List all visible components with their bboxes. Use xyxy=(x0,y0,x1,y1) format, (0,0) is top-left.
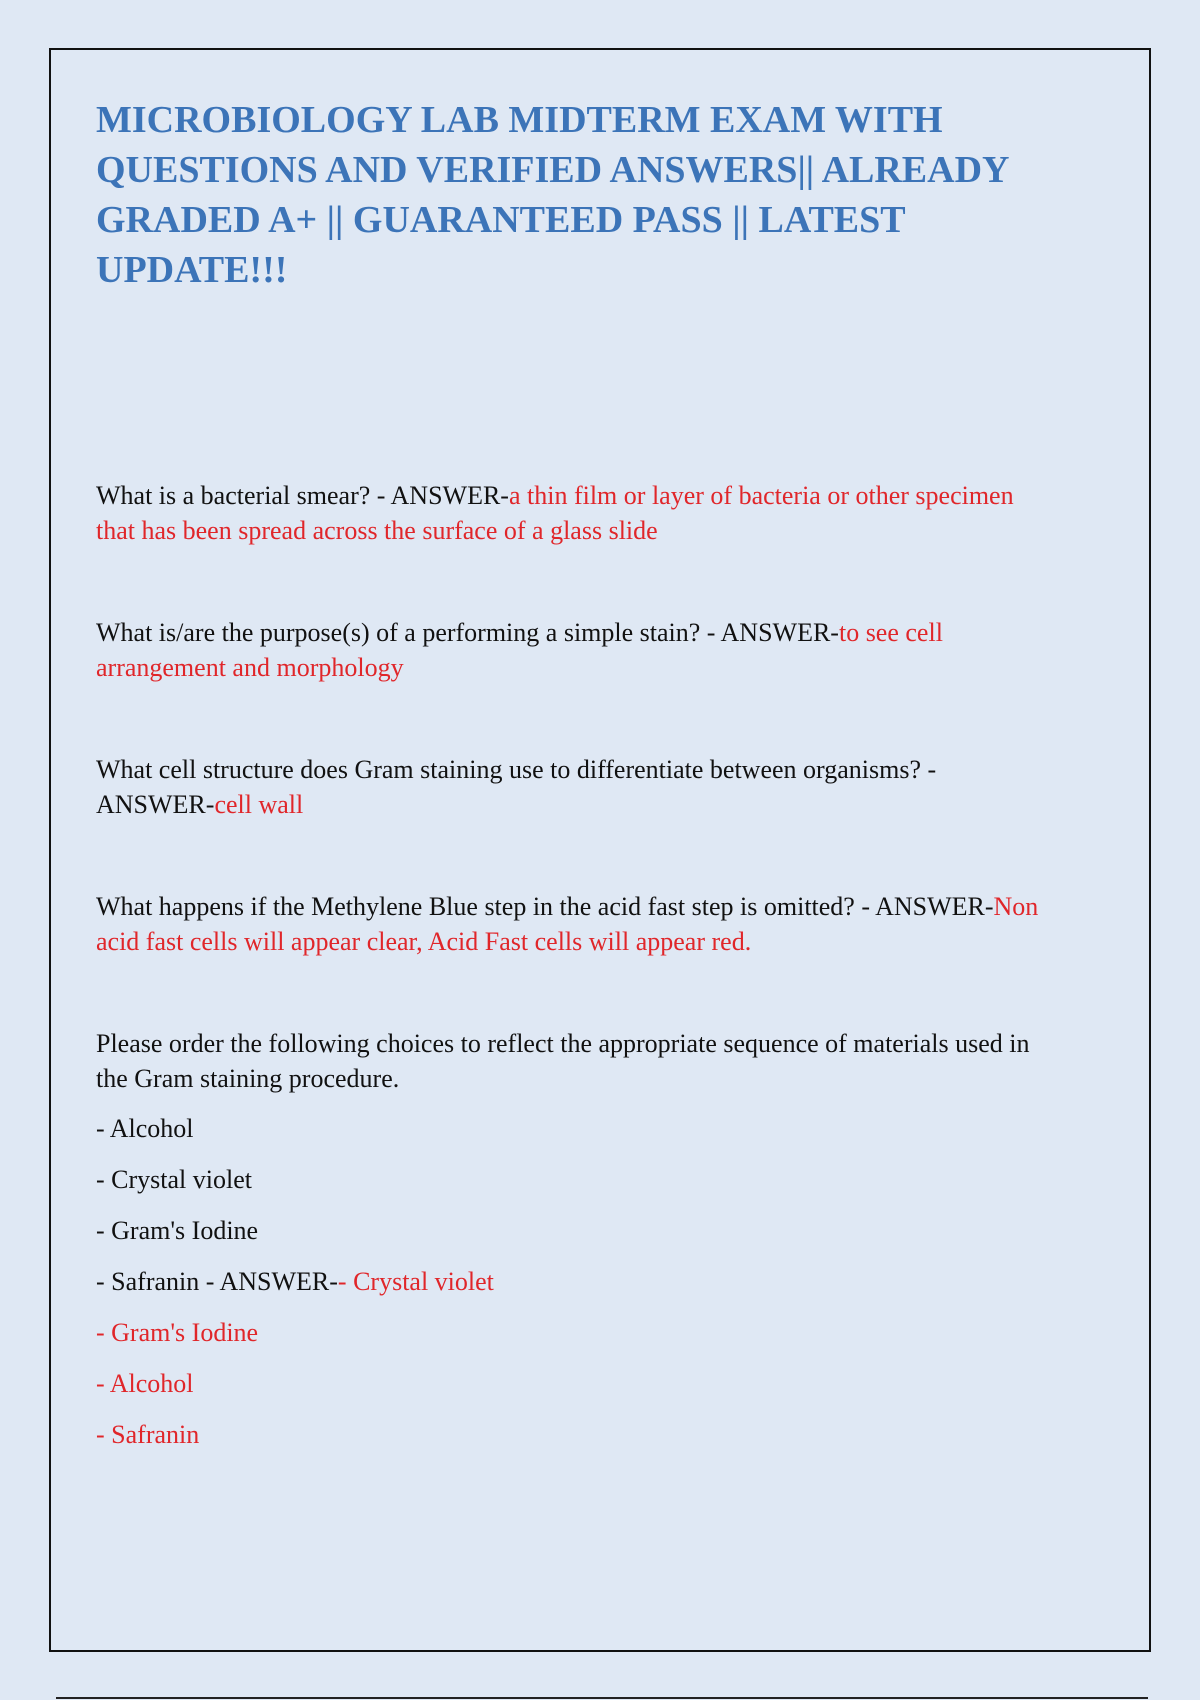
question-text: What is a bacterial smear? xyxy=(96,481,371,510)
answer-prefix: - ANSWER- xyxy=(96,755,937,819)
qa-item-3 xyxy=(96,752,1056,822)
answer-item: - Safranin xyxy=(96,1420,200,1449)
qa-item-5 xyxy=(96,1026,1056,1452)
answer-prefix: - ANSWER- xyxy=(700,618,839,647)
answer-text: a thin film or layer of bacteria or other specimen that has been spread across the surface of a glass slide xyxy=(96,481,1014,545)
answer-text: to see cell arrangement and morphology xyxy=(96,618,943,682)
document-body xyxy=(96,478,1056,1452)
ordering-question-text: Please order the following choices to reflect the appropriate sequence of materials used in the Gram staining procedure. xyxy=(96,1029,1030,1093)
answer-text: Non acid fast cells will appear clear, Acid Fast cells will appear red. xyxy=(96,892,1039,956)
choice-text: - Safranin xyxy=(96,1267,200,1296)
question-text: What is/are the purpose(s) of a performing a simple stain? xyxy=(96,618,701,647)
qa-item-2 xyxy=(96,615,1056,685)
question-text: What cell structure does Gram staining use to differentiate between organisms? xyxy=(96,755,921,784)
document-title: MICROBIOLOGY LAB MIDTERM EXAM WITH QUESTIONS AND VERIFIED ANSWERS|| ALREADY GRADED A+ || GUARANTEED PASS || LATEST UPDATE!!! xyxy=(96,99,1009,291)
answer-item: - Alcohol xyxy=(96,1369,194,1398)
answer-item: - Gram's Iodine xyxy=(96,1318,259,1347)
choice-item: - Alcohol xyxy=(96,1114,194,1143)
answer-prefix: - ANSWER- xyxy=(199,1267,338,1296)
answer-prefix: - ANSWER- xyxy=(370,481,509,510)
choice-item: - Gram's Iodine xyxy=(96,1216,259,1245)
answer-prefix: - ANSWER- xyxy=(854,892,994,921)
choice-item: - Crystal violet xyxy=(96,1165,252,1194)
answer-text: - Crystal violet xyxy=(337,1267,494,1296)
qa-item-4 xyxy=(96,889,1056,959)
question-text: What happens if the Methylene Blue step in the acid fast step is omitted? xyxy=(96,892,855,921)
qa-item-1 xyxy=(96,478,1056,548)
answer-text: cell wall xyxy=(214,790,304,819)
bottom-rule xyxy=(56,1697,1148,1699)
choice-item-last xyxy=(96,1264,1056,1299)
